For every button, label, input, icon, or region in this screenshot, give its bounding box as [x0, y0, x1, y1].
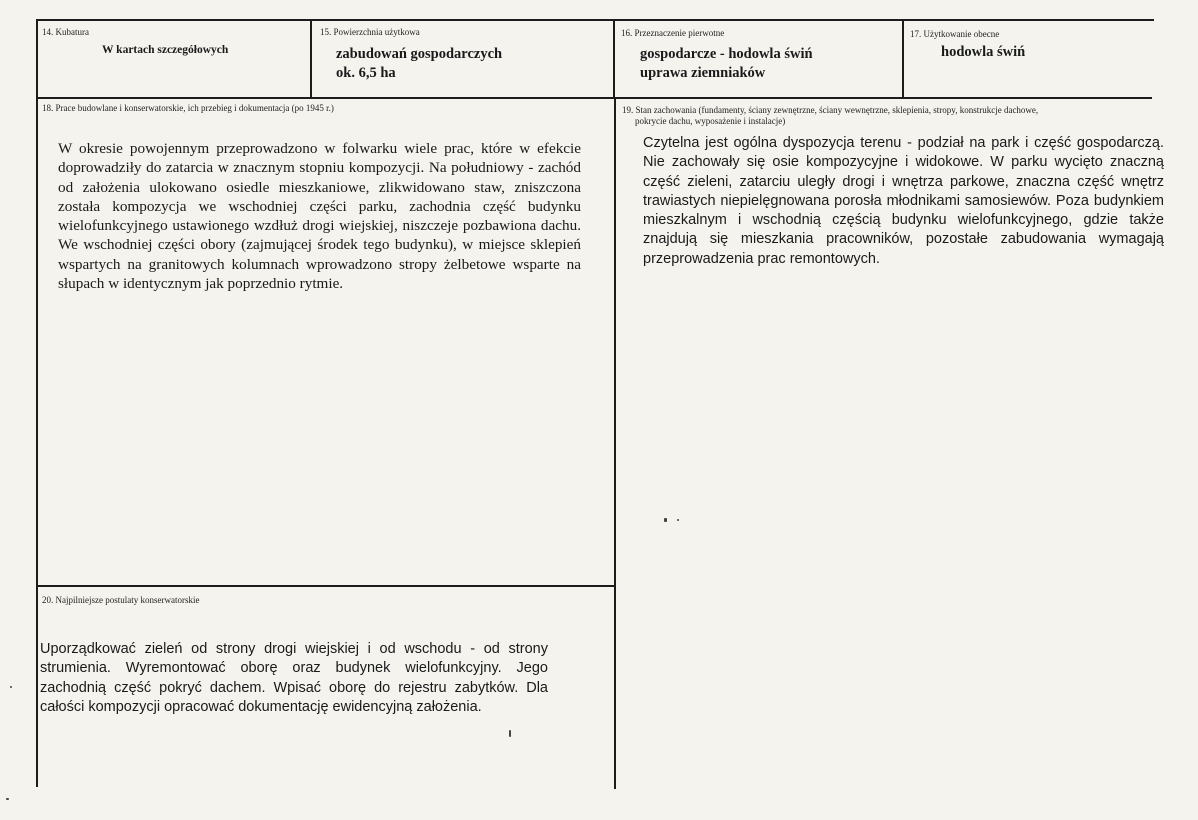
scan-speck — [6, 798, 9, 800]
divider-14-15 — [310, 19, 312, 98]
przeznaczenie-value-line1: gospodarcze - hodowla świń — [640, 46, 813, 62]
divider-18-20 — [36, 585, 615, 587]
powierzchnia-value-line2: ok. 6,5 ha — [336, 65, 396, 81]
uzytkowanie-value: hodowla świń — [941, 44, 1026, 60]
powierzchnia-value-line1: zabudowań gospodarczych — [336, 46, 503, 62]
przeznaczenie-value-line2: uprawa ziemniaków — [640, 65, 766, 81]
stan-label-line1: 19. Stan zachowania (fundamenty, ściany zewnętrzne, ściany wewnętrzne, sklepienia, stropy, konstrukcje dachowe, — [622, 105, 1039, 115]
scan-speck — [677, 519, 679, 521]
prace-label: 18. Prace budowlane i konserwatorskie, ich przebieg i dokumentacja (po 1945 r.) — [42, 103, 334, 113]
postulaty-label: 20. Najpilniejsze postulaty konserwatorskie — [42, 595, 200, 605]
prace-text: W okresie powojennym przeprowadzono w folwarku wiele prac, które w efekcie doprowadziły do zatarcia w znacznym stopniu kompozycji. Na południowy - zachód od założenia ulokowano osiedle mieszkaniowe, zlikwidowano staw, zniszczona została kompozycja we wschodniej części parku, zachodnia część budynku wielofunkcyjnego ustawionego wzdłuż drogi wiejskiej, niszczeje pozbawiona dachu. We wschodniej części obory (zajmującej środek tego budynku), w miejsce sklepień wspartych na granitowych kolumnach wprowadzono stropy żelbetowe wsparte na słupach w identycznym jak poprzednio rytmie. — [58, 140, 581, 293]
top-border — [36, 19, 1154, 21]
divider-15-16 — [613, 19, 615, 98]
uzytkowanie-label: 17. Użytkowanie obecne — [910, 29, 1000, 39]
header-divider — [36, 97, 1152, 99]
stan-text: Czytelna jest ogólna dyspozycja terenu - podział na park i część gospodarczą. Nie zachowały się osie kompozycyjne i widokowe. W parku wycięto znaczną część zieleni, zatarciu uległy drogi i wnętrza parkowe, znaczna część wnętrz trawiastych niepielęgnowana porosła młodnikami samosiewów. Poza budynkiem mieszkalnym i wschodnią częścią budynku wielofunkcyjnego, gdzie także znajdują się mieszkania pracowników, pozostałe zabudowania wymagają przeprowadzenia prac remontowych. — [643, 135, 1164, 267]
center-divider — [614, 97, 616, 789]
scan-speck — [10, 686, 12, 688]
stan-label-line2: pokrycie dachu, wyposażenie i instalacje) — [635, 116, 786, 126]
kubatura-value: W kartach szczegółowych — [102, 44, 229, 56]
przeznaczenie-label: 16. Przeznaczenie pierwotne — [621, 28, 725, 38]
scan-speck — [664, 518, 667, 522]
postulaty-text: Uporządkować zieleń od strony drogi wiejskiej i od wschodu - od strony strumienia. Wyremontować oborę oraz budynek wielofunkcyjny. Jego zachodnią część pokryć dachem. Wpisać oborę do rejestru zabytków. Dla całości kompozycji opracować dokumentację ewidencyjną założenia. — [40, 641, 548, 715]
divider-16-17 — [902, 19, 904, 98]
kubatura-label: 14. Kubatura — [42, 27, 89, 37]
left-border — [36, 19, 38, 787]
powierzchnia-label: 15. Powierzchnia użytkowa — [320, 27, 420, 37]
scan-speck — [509, 730, 511, 737]
